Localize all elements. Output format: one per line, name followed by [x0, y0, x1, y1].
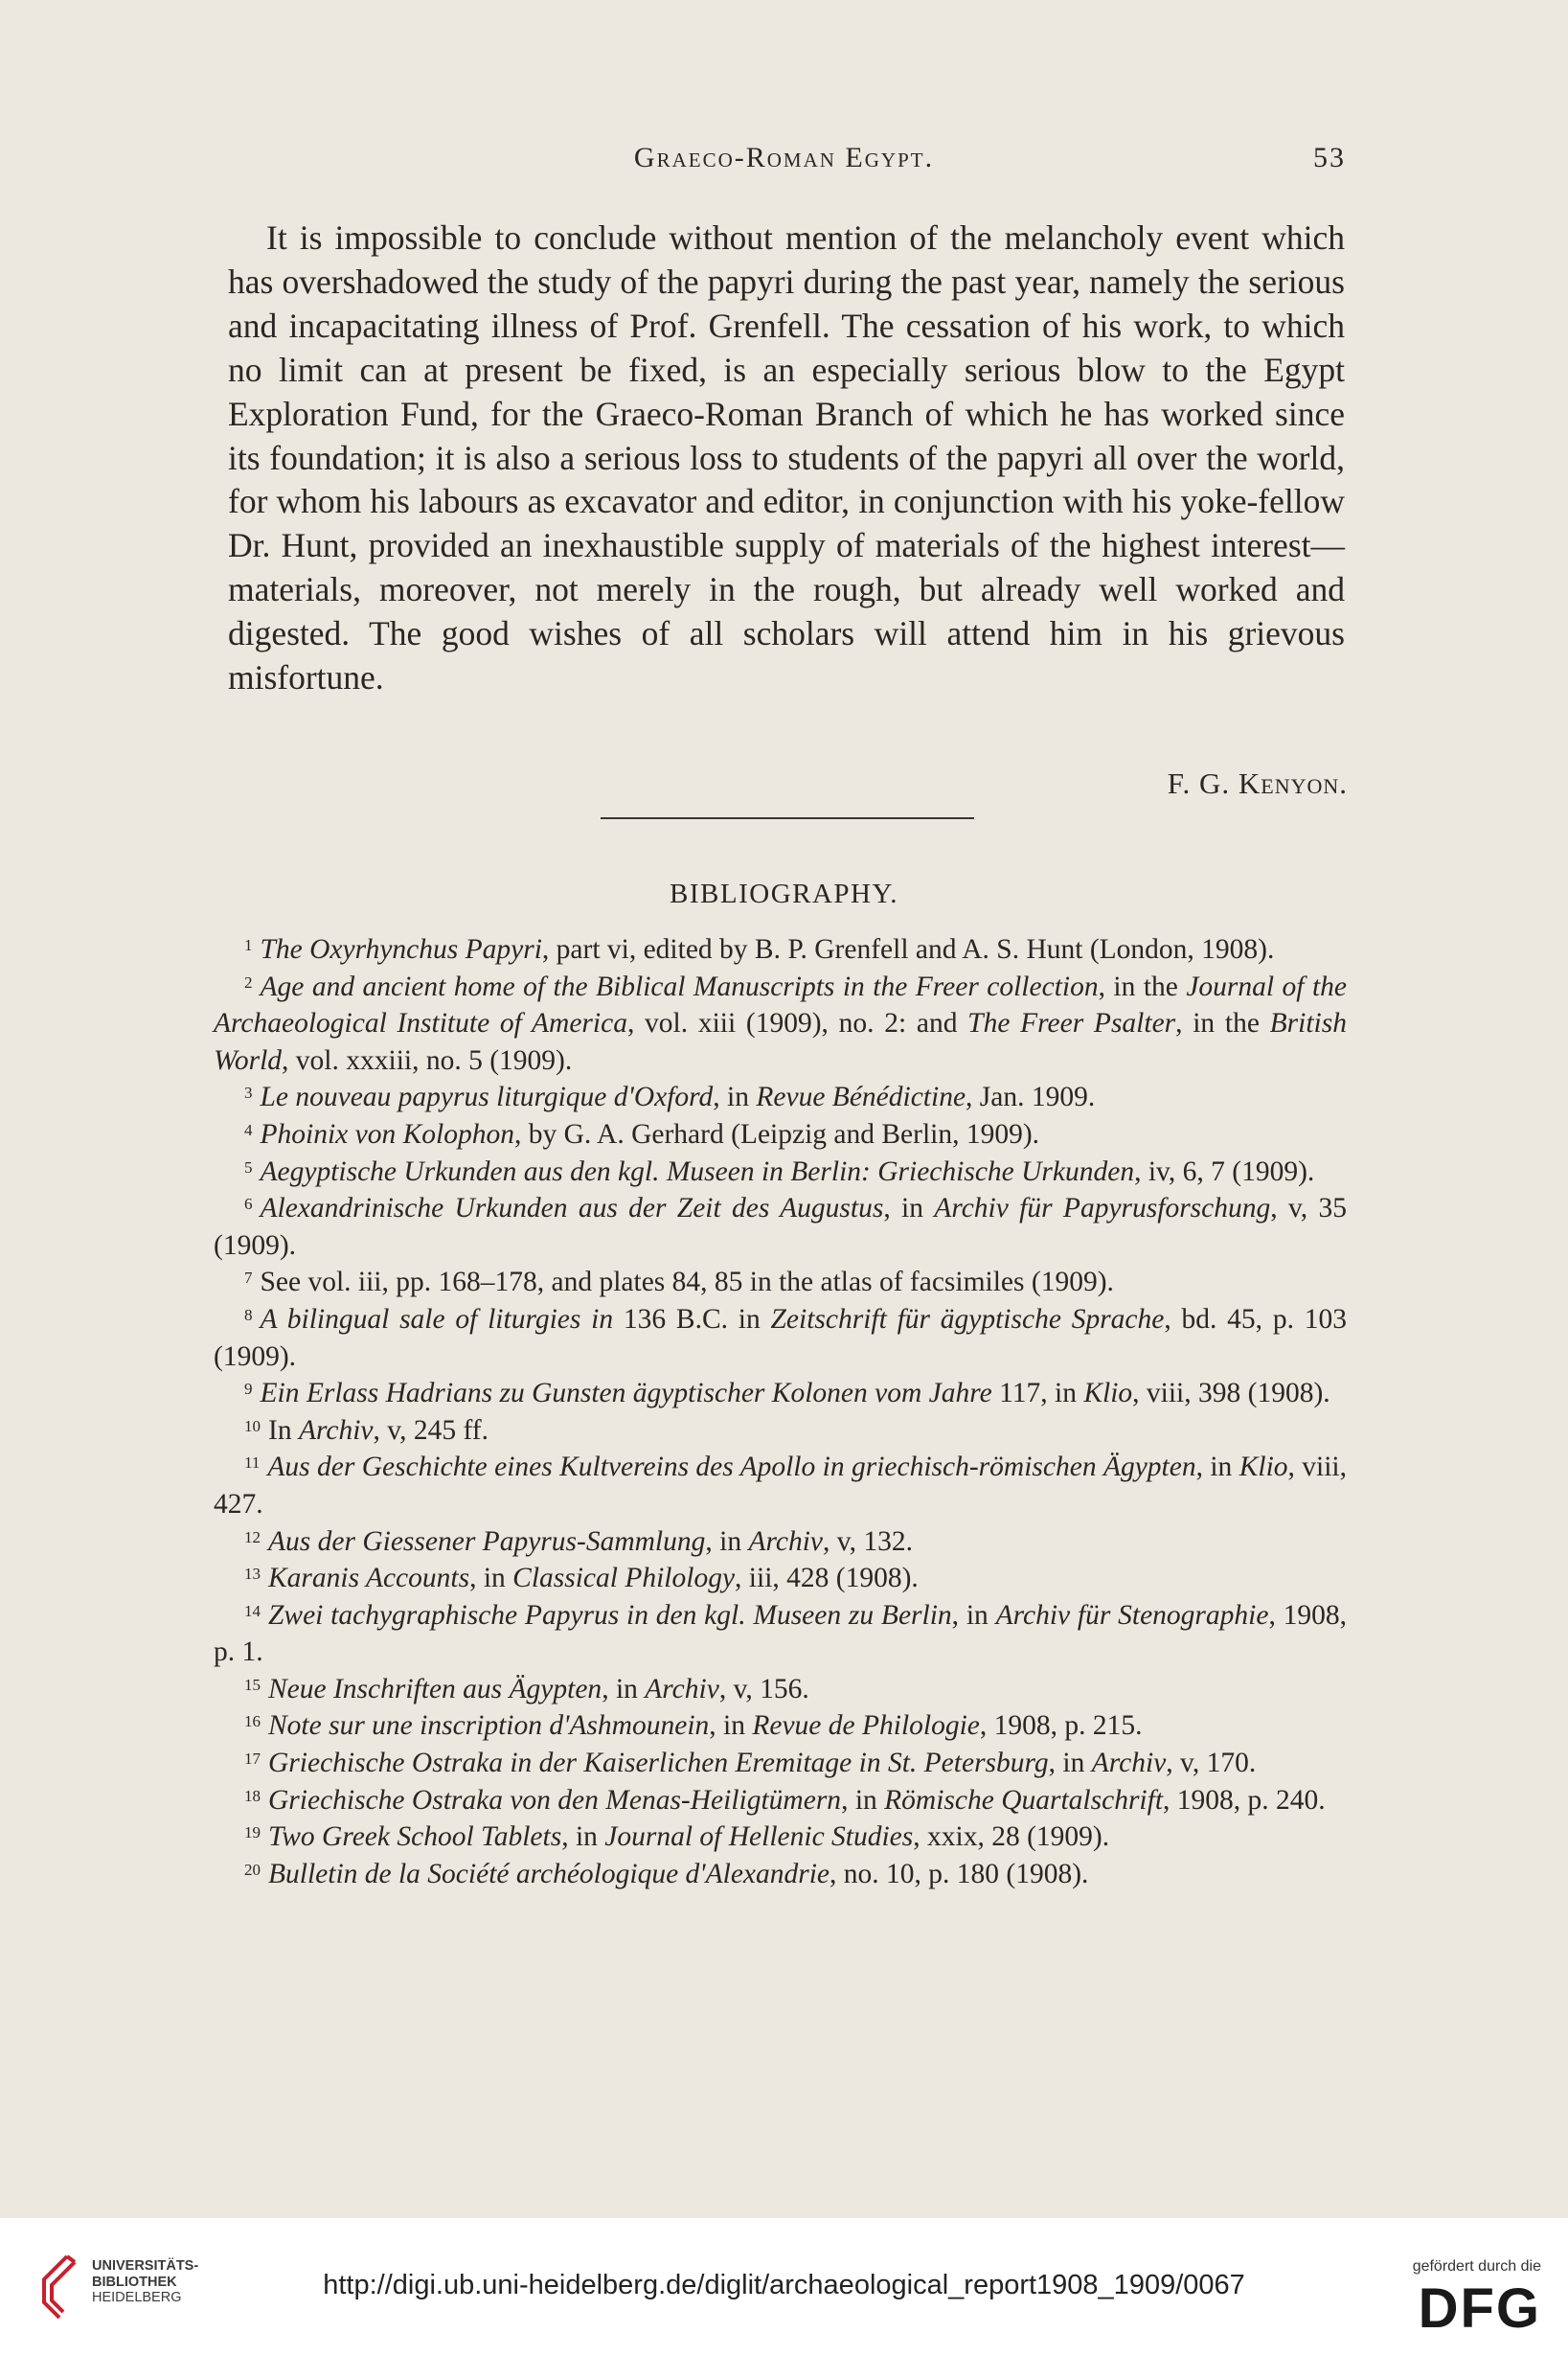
- footnote-number: 3: [244, 1084, 253, 1103]
- title-text: Alexandrinische Urkunden aus der Zeit des Augustus: [260, 1193, 884, 1224]
- title-text: Zeitschrift für ägyptische Sprache: [770, 1303, 1165, 1335]
- citation-text: , bd. 45, p. 103 (1909).: [214, 1303, 1347, 1372]
- title-text: Ein Erlass Hadrians zu Gunsten ägyptischer Kolonen vom Jahre: [260, 1378, 992, 1409]
- title-text: The Oxyrhynchus Papyri: [260, 934, 542, 965]
- title-text: Klio: [1238, 1452, 1288, 1483]
- title-text: Archiv für Papyrusforschung: [934, 1193, 1271, 1224]
- title-text: British World: [214, 1008, 1347, 1076]
- citation-text: , v, 35 (1909).: [214, 1193, 1347, 1261]
- bibliography-entry: [214, 969, 1347, 1080]
- citation-text: , iii, 428 (1908).: [735, 1563, 919, 1594]
- citation-text: , vol. xxxiii, no. 5 (1909).: [282, 1044, 573, 1076]
- title-text: Two Greek School Tablets: [268, 1821, 562, 1853]
- citation-text: , v, 156.: [718, 1673, 809, 1704]
- footnote-number: 12: [244, 1527, 261, 1546]
- citation-text: , in: [1048, 1748, 1092, 1779]
- citation-text: , xxix, 28 (1909).: [913, 1821, 1110, 1853]
- bibliography-entry: [214, 1671, 1347, 1708]
- footnote-number: 9: [244, 1380, 253, 1399]
- footnote-number: 1: [244, 936, 253, 954]
- citation-text: , in: [841, 1784, 885, 1816]
- title-text: Phoinix von Kolophon: [260, 1118, 514, 1150]
- bibliography-entry: [214, 1264, 1347, 1301]
- bibliography-entry: [214, 1560, 1347, 1597]
- citation-text: , in the: [1175, 1008, 1270, 1040]
- footnote-number: 17: [244, 1750, 261, 1769]
- footnote-number: 7: [244, 1269, 253, 1288]
- bibliography-entry: [214, 1856, 1347, 1893]
- citation-text: , in: [602, 1673, 646, 1704]
- title-text: Archiv: [645, 1673, 719, 1704]
- running-title: Graeco-Roman Egypt.: [633, 142, 935, 173]
- citation-text: , 1908, p. 240.: [1163, 1784, 1326, 1816]
- title-text: Zwei tachygraphische Papyrus in den kgl. Museen zu Berlin: [268, 1599, 952, 1631]
- footnote-number: 13: [244, 1565, 261, 1584]
- citation-text: , v, 132.: [823, 1525, 913, 1557]
- title-text: Griechische Ostraka von den Menas-Heiligtümern: [268, 1784, 842, 1816]
- footnote-number: 19: [244, 1823, 261, 1842]
- citation-text: , 1908, p. 1.: [214, 1599, 1347, 1668]
- bibliography-entry: [214, 1079, 1347, 1116]
- author-signature: F. G. Kenyon.: [1167, 766, 1348, 800]
- bibliography-entry: [214, 1707, 1347, 1745]
- citation-text: , in: [713, 1082, 757, 1113]
- bibliography-entry: [214, 1154, 1347, 1191]
- bibliography-entry: [214, 1818, 1347, 1856]
- citation-text: , in: [705, 1525, 749, 1557]
- library-name-line-2: BIBLIOTHEK: [92, 2274, 177, 2290]
- page-number: 53: [1313, 142, 1346, 173]
- bibliography-entry: [214, 1782, 1347, 1819]
- bibliography-entry: [214, 1190, 1347, 1264]
- citation-text: , viii, 427.: [214, 1452, 1347, 1520]
- title-text: Griechische Ostraka in der Kaiserlichen Eremitage in St. Petersburg: [268, 1748, 1049, 1779]
- bibliography-entry: [214, 1412, 1347, 1450]
- footer-bar: [0, 2218, 1568, 2356]
- citation-text: , in: [709, 1710, 753, 1742]
- title-text: Revue de Philologie: [752, 1710, 980, 1742]
- citation-text: , in the: [1098, 971, 1187, 1002]
- title-text: The Freer Psalter: [967, 1008, 1176, 1040]
- citation-text: , part vi, edited by B. P. Grenfell and A. S. Hunt (London, 1908).: [541, 934, 1275, 965]
- title-text: Archiv: [298, 1414, 374, 1446]
- citation-text: 136 B.C. in: [613, 1303, 771, 1335]
- title-text: A bilingual sale of liturgies in: [260, 1303, 614, 1335]
- footnote-number: 6: [244, 1195, 253, 1214]
- footnote-number: 5: [244, 1157, 253, 1177]
- title-text: Neue Inschriften aus Ägypten: [268, 1673, 602, 1704]
- title-text: Aus der Geschichte eines Kultvereins des Apollo in griechisch-römischen Ägypten: [267, 1452, 1196, 1483]
- citation-text: , in: [469, 1563, 513, 1594]
- title-text: Age and ancient home of the Biblical Manuscripts in the Freer collection: [260, 971, 1099, 1002]
- citation-text: , 1908, p. 215.: [979, 1710, 1143, 1742]
- body-paragraph: It is impossible to conclude without mention of the melancholy event which has overshadowed the study of the papyri during the past year, namely the serious and incapacitating illness of Prof. Grenfell. The cessation of his work, to which no limit can at present be fixed, is an especially serious blow to the Egypt Exploration Fund, for the Graeco-Roman Branch of which he has worked since its foundation; it is also a serious loss to students of the papyri all over the world, for whom his labours as excavator and editor, in conjunction with his yoke-fellow Dr. Hunt, provided an inexhaustible supply of materials of the highest interest—materials, moreover, not merely in the rough, but already well worked and digested. The good wishes of all scholars will attend him in his grievous misfortune.: [228, 218, 1345, 698]
- citation-text: , by G. A. Gerhard (Leipzig and Berlin, 1909).: [513, 1118, 1040, 1150]
- bibliography-entry: [214, 1745, 1347, 1782]
- title-text: Journal of the Archaeological Institute of America: [214, 971, 1347, 1040]
- footnote-number: 20: [244, 1860, 261, 1879]
- footnote-number: 11: [244, 1453, 261, 1473]
- citation-text: , no. 10, p. 180 (1908).: [829, 1858, 1089, 1889]
- title-text: Karanis Accounts: [268, 1563, 470, 1594]
- citation-text: , in: [1195, 1452, 1239, 1483]
- citation-text: , in: [883, 1193, 935, 1224]
- section-divider: [601, 817, 974, 819]
- footnote-number: 8: [244, 1305, 253, 1324]
- bibliography-entry: [214, 1523, 1347, 1561]
- title-text: Aegyptische Urkunden aus den kgl. Museen in Berlin: Griechische Urkunden: [260, 1155, 1135, 1187]
- title-text: Archiv für Stenographie: [995, 1599, 1269, 1631]
- citation-text: , iv, 6, 7 (1909).: [1134, 1155, 1315, 1187]
- title-text: Archiv: [748, 1525, 823, 1557]
- citation-text: , v, 245 ff.: [373, 1414, 489, 1446]
- title-text: Le nouveau papyrus liturgique d'Oxford: [260, 1082, 714, 1113]
- footnote-number: 16: [244, 1712, 261, 1731]
- bibliography-entry: [214, 931, 1347, 969]
- title-text: Revue Bénédictine: [756, 1082, 966, 1113]
- bibliography-entry: [214, 1375, 1347, 1412]
- library-name-line-1: UNIVERSITÄTS-: [92, 2258, 199, 2274]
- citation-text: , vol. xiii (1909), no. 2: and: [626, 1008, 968, 1040]
- citation-text: 117, in: [991, 1378, 1084, 1409]
- title-text: Journal of Hellenic Studies: [604, 1821, 914, 1853]
- bibliography-entry: [214, 1449, 1347, 1522]
- title-text: Archiv: [1091, 1748, 1167, 1779]
- title-text: Klio: [1083, 1378, 1133, 1409]
- bibliography-heading: BIBLIOGRAPHY.: [670, 879, 898, 909]
- dfg-logo: DFG: [1418, 2277, 1541, 2340]
- citation-text: , Jan. 1909.: [966, 1082, 1096, 1113]
- title-text: Classical Philology: [512, 1563, 736, 1594]
- footnote-number: 14: [244, 1601, 261, 1620]
- citation-text: , in: [951, 1599, 996, 1631]
- footnote-number: 2: [244, 972, 253, 992]
- footnote-number: 18: [244, 1786, 261, 1805]
- library-name-line-3: HEIDELBERG: [92, 2290, 182, 2305]
- title-text: Bulletin de la Société archéologique d'Alexandrie: [268, 1858, 830, 1889]
- title-text: Römische Quartalschrift: [884, 1784, 1164, 1816]
- bibliography-entry: [214, 1301, 1347, 1375]
- citation-text: , viii, 398 (1908).: [1132, 1378, 1330, 1409]
- title-text: Aus der Giessener Papyrus-Sammlung: [268, 1525, 706, 1557]
- footnote-number: 10: [244, 1416, 261, 1435]
- bibliography-entry: [214, 1597, 1347, 1671]
- citation-text: , in: [561, 1821, 605, 1853]
- citation-text: In: [268, 1414, 299, 1446]
- citation-text: See vol. iii, pp. 168–178, and plates 84, 85 in the atlas of facsimiles (1909).: [260, 1267, 1114, 1298]
- citation-text: , v, 170.: [1166, 1748, 1257, 1779]
- bibliography-list: [214, 931, 1347, 1892]
- title-text: Note sur une inscription d'Ashmounein: [268, 1710, 710, 1742]
- footnote-number: 4: [244, 1120, 253, 1139]
- funding-caption: gefördert durch die: [1412, 2258, 1541, 2275]
- bibliography-entry: [214, 1116, 1347, 1154]
- permalink-url[interactable]: http://digi.ub.uni-heidelberg.de/diglit/archaeological_report1908_1909/0067: [323, 2270, 1245, 2300]
- footnote-number: 15: [244, 1675, 261, 1694]
